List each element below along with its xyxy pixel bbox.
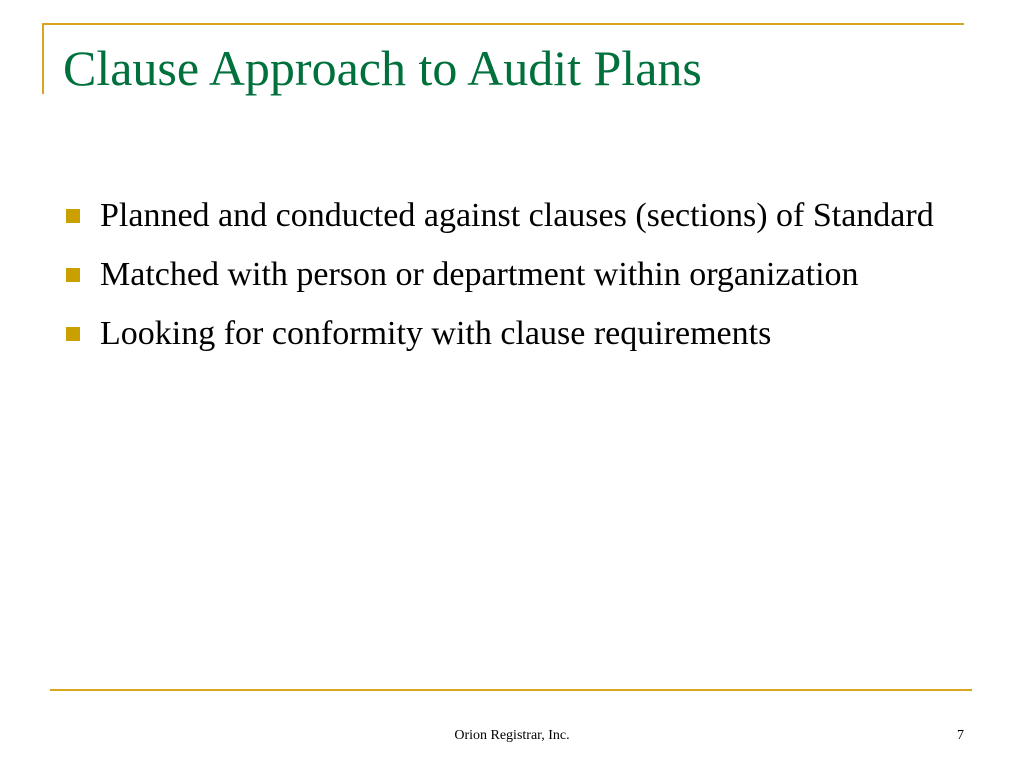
frame-left-line: [42, 23, 44, 94]
bullet-text: Matched with person or department within organization: [100, 256, 859, 293]
square-bullet-icon: [66, 209, 80, 223]
bullet-text: Planned and conducted against clauses (sections) of Standard: [100, 197, 934, 234]
bullet-text: Looking for conformity with clause requirements: [100, 315, 772, 352]
frame-top-line: [42, 23, 964, 25]
slide-title: Clause Approach to Audit Plans: [63, 40, 702, 96]
square-bullet-icon: [66, 327, 80, 341]
footer-organization: Orion Registrar, Inc.: [454, 728, 570, 743]
page-number: 7: [957, 728, 964, 743]
square-bullet-icon: [66, 268, 80, 282]
footer-rule: [50, 689, 972, 691]
bullet-item: [64, 249, 964, 300]
bullet-item: [64, 190, 964, 241]
bullet-list: [64, 190, 964, 367]
bullet-item: [64, 308, 964, 359]
